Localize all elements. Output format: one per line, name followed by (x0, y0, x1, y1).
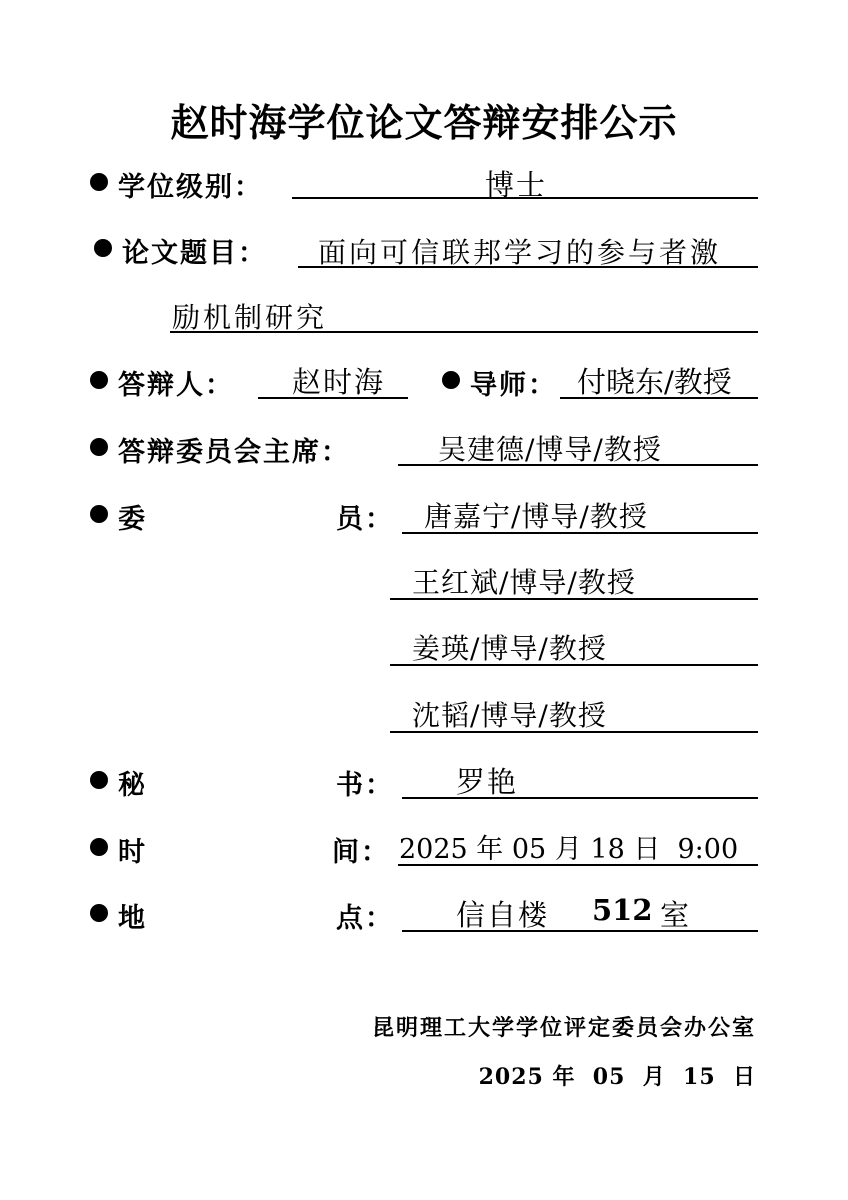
thesis-title-line1: 面向可信联邦学习的参与者激 (318, 236, 722, 269)
degree-label: 学位级别： (118, 172, 263, 203)
bullet-icon (90, 838, 108, 856)
place-room-suffix: 室 (660, 898, 692, 932)
advisor-label: 导师： (470, 370, 557, 401)
advisor-value: 付晓东/教授 (577, 365, 732, 399)
bullet-icon (94, 239, 112, 257)
secretary-label-left: 秘 (118, 770, 147, 801)
bullet-icon (90, 173, 108, 191)
place-building: 信自楼 (456, 898, 550, 932)
bullet-icon (442, 371, 460, 389)
time-label-right: 间： (332, 837, 390, 868)
bullet-icon (90, 371, 108, 389)
bullet-icon (90, 904, 108, 922)
secretary-label-right: 书： (336, 770, 394, 801)
footer-date: 2025 年 05 月 15 日 (478, 1064, 756, 1090)
footer-organization: 昆明理工大学学位评定委员会办公室 (371, 1015, 756, 1041)
members-label-left: 委 (118, 504, 147, 535)
time-value: 2025 年 05 月 18 日 9:00 (399, 834, 739, 865)
chair-label: 答辩委员会主席： (118, 437, 350, 468)
defender-label: 答辩人： (118, 370, 234, 401)
secretary-value: 罗艳 (456, 765, 519, 799)
bullet-icon (90, 771, 108, 789)
member-3: 姜瑛/博导/教授 (412, 632, 607, 665)
member-2: 王红斌/博导/教授 (412, 566, 636, 599)
member-1: 唐嘉宁/博导/教授 (424, 500, 648, 533)
thesis-title-line2: 励机制研究 (172, 301, 328, 334)
degree-value: 博士 (485, 168, 548, 202)
time-label-left: 时 (118, 837, 147, 868)
bullet-icon (90, 505, 108, 523)
place-label-right: 点： (336, 903, 394, 934)
page-title: 赵时海学位论文答辩安排公示 (170, 101, 678, 145)
place-label-left: 地 (118, 903, 147, 934)
bullet-icon (90, 438, 108, 456)
chair-value: 吴建德/博导/教授 (438, 433, 662, 466)
place-room-number: 512 (592, 893, 653, 927)
members-label-right: 员： (336, 504, 394, 535)
thesis-label: 论文题目： (122, 238, 267, 269)
defender-value: 赵时海 (292, 365, 386, 399)
member-4: 沈韬/博导/教授 (412, 699, 607, 732)
